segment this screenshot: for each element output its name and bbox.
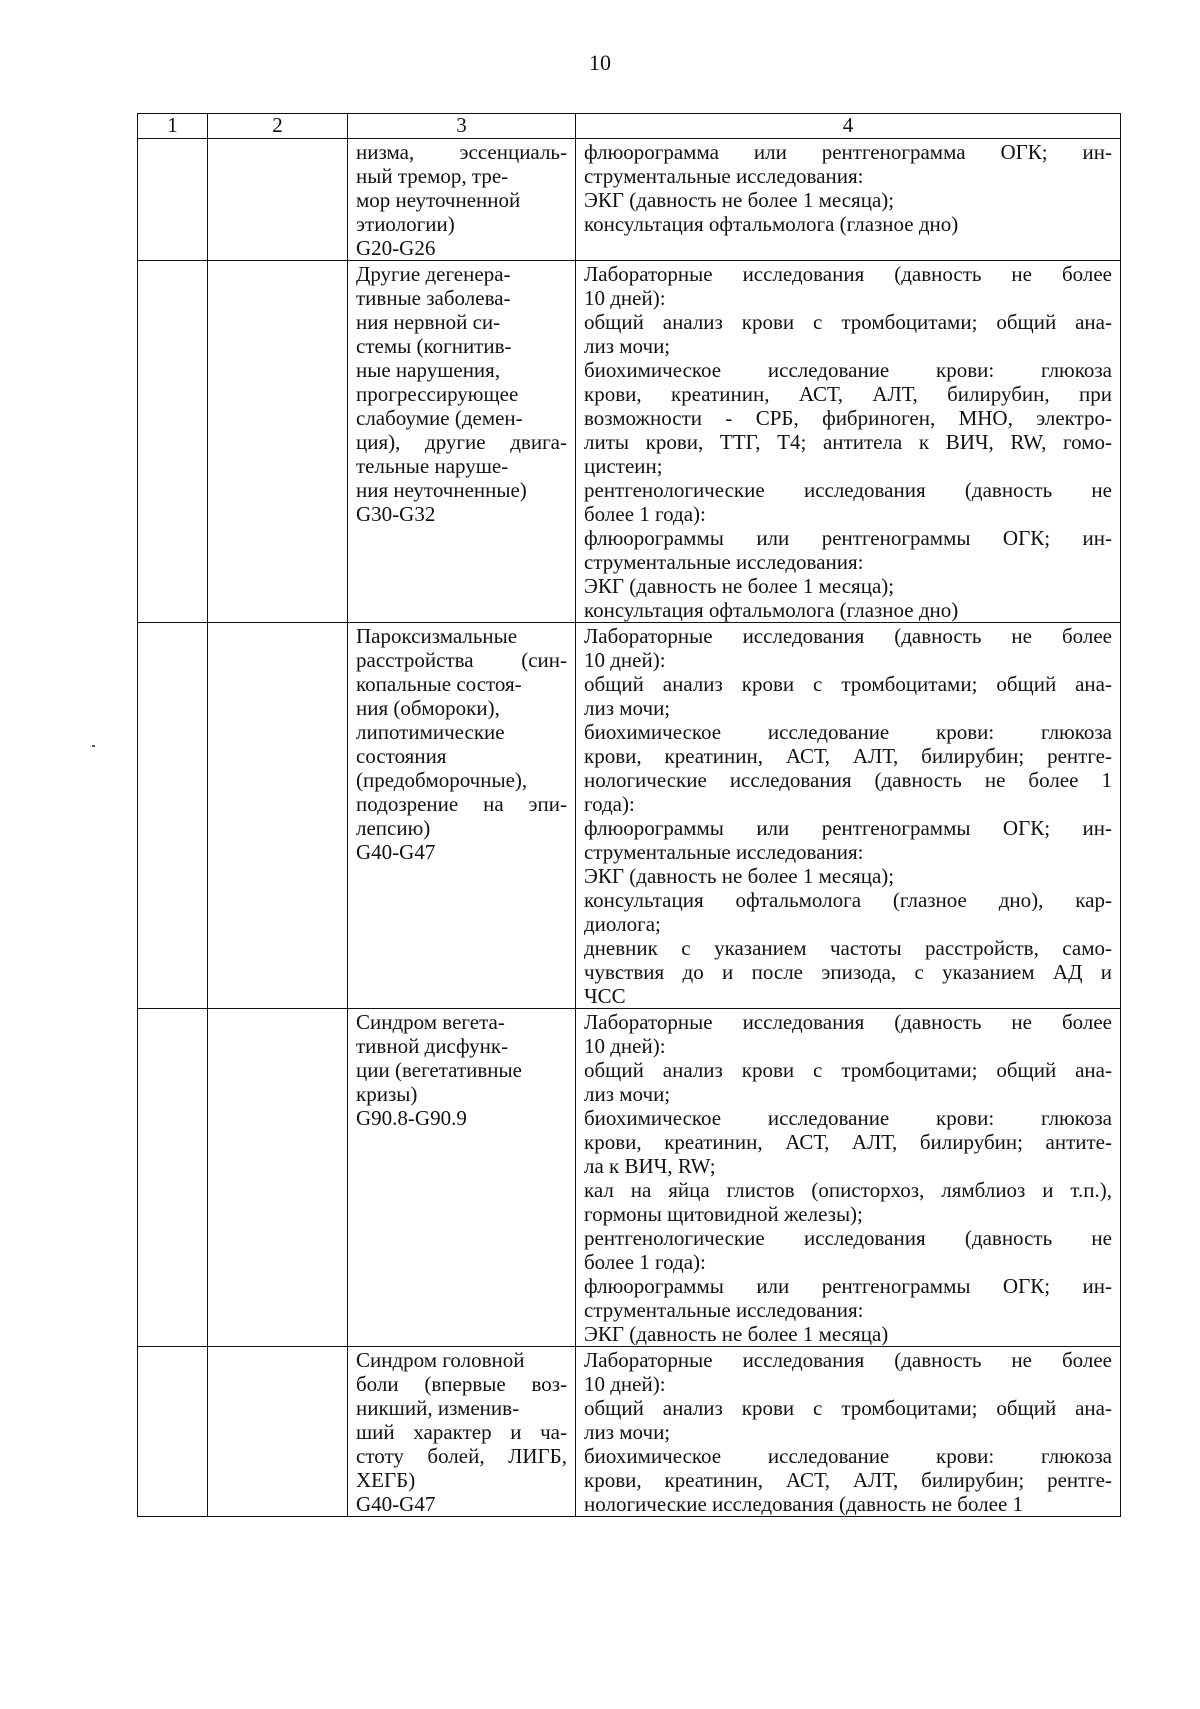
table-row: [138, 1347, 1121, 1517]
examination-line: диолога;: [584, 912, 661, 936]
examination-line: общий анализ крови с тромбоцитами; общий ана-: [584, 1058, 1112, 1082]
diagnosis-line: Пароксизмальные: [356, 624, 518, 648]
examination-line: возможности - СРБ, фибриноген, МНО, электро-: [584, 406, 1112, 430]
examination-line: крови, креатинин, АСТ, АЛТ, билирубин; рентге-: [584, 744, 1112, 768]
examination-line: флюорограммы или рентгенограммы ОГК; ин-: [584, 1274, 1112, 1298]
examination-line: литы крови, ТТГ, Т4; антитела к ВИЧ, RW, гомо-: [584, 430, 1112, 454]
cell-col-2: [208, 1347, 348, 1517]
examination-line: ЭКГ (давность не более 1 месяца);: [584, 574, 895, 598]
diagnosis-line: никший, изменив-: [356, 1396, 520, 1420]
examination-line: 10 дней):: [584, 648, 666, 672]
examination-line: биохимическое исследование крови: глюкоза: [584, 1444, 1112, 1468]
examination-line: ла к ВИЧ, RW;: [584, 1154, 716, 1178]
examination-line: биохимическое исследование крови: глюкоза: [584, 1106, 1112, 1130]
examination-line: общий анализ крови с тромбоцитами; общий ана-: [584, 1396, 1112, 1420]
examination-line: рентгенологические исследования (давность не: [584, 478, 1112, 502]
header-col-3: 3: [348, 114, 576, 139]
diagnosis-line: ция), другие двига-: [356, 430, 567, 454]
diagnosis-line: боли (впервые воз-: [356, 1372, 567, 1396]
cell-diagnosis: [348, 261, 576, 623]
examination-line: нологические исследования (давность не более 1: [584, 1492, 1024, 1516]
cell-diagnosis: [348, 1009, 576, 1347]
examination-line: крови, креатинин, АСТ, АЛТ, билирубин, при: [584, 382, 1112, 406]
examination-line: биохимическое исследование крови: глюкоза: [584, 358, 1112, 382]
page-number: 10: [589, 50, 611, 75]
diagnosis-line: ший характер и ча-: [356, 1420, 567, 1444]
diagnosis-line: подозрение на эпи-: [356, 792, 567, 816]
cell-col-1: [138, 139, 208, 261]
diagnosis-line: Другие дегенера-: [356, 262, 511, 286]
examination-line: струментальные исследования:: [584, 840, 864, 864]
diagnosis-line: Синдром вегета-: [356, 1010, 505, 1034]
examination-line: биохимическое исследование крови: глюкоза: [584, 720, 1112, 744]
cell-examinations: [576, 623, 1121, 1009]
cell-col-1: [138, 623, 208, 1009]
table-row: [138, 139, 1121, 261]
examination-line: флюорограммы или рентгенограммы ОГК; ин-: [584, 526, 1112, 550]
diagnosis-line: копальные состоя-: [356, 672, 522, 696]
cell-examinations: [576, 139, 1121, 261]
examination-line: лиз мочи;: [584, 1082, 671, 1106]
examination-line: Лабораторные исследования (давность не более: [584, 262, 1112, 286]
examination-line: лиз мочи;: [584, 696, 671, 720]
table-row: [138, 261, 1121, 623]
examination-line: ЭКГ (давность не более 1 месяца);: [584, 188, 895, 212]
examination-line: струментальные исследования:: [584, 1298, 864, 1322]
cell-col-2: [208, 1009, 348, 1347]
diagnosis-line: ные нарушения,: [356, 358, 501, 382]
diagnosis-line: тивные заболева-: [356, 286, 511, 310]
examination-line: консультация офтальмолога (глазное дно): [584, 598, 959, 622]
examination-line: лиз мочи;: [584, 1420, 671, 1444]
header-row: [138, 114, 1121, 139]
table-row: [138, 623, 1121, 1009]
diagnosis-line: стоту болей, ЛИГБ,: [356, 1444, 567, 1468]
diagnosis-line: G20-G26: [356, 236, 436, 260]
examination-line: общий анализ крови с тромбоцитами; общий ана-: [584, 672, 1112, 696]
diagnosis-line: тельные наруше-: [356, 454, 509, 478]
diagnosis-line: ции (вегетативные: [356, 1058, 522, 1082]
examination-line: струментальные исследования:: [584, 550, 864, 574]
header-col-1: 1: [138, 114, 208, 139]
examination-line: ЧСС: [584, 984, 626, 1008]
diagnosis-line: кризы): [356, 1082, 418, 1106]
examination-line: консультация офтальмолога (глазное дно): [584, 212, 959, 236]
examination-line: нологические исследования (давность не более 1: [584, 768, 1112, 792]
examination-line: чувствия до и после эпизода, с указанием АД и: [584, 960, 1112, 984]
cell-examinations: [576, 1347, 1121, 1517]
examination-line: консультация офтальмолога (глазное дно), кар-: [584, 888, 1112, 912]
examination-line: ЭКГ (давность не более 1 месяца): [584, 1322, 889, 1346]
examination-line: рентгенологические исследования (давность не: [584, 1226, 1112, 1250]
diagnosis-line: лепсию): [356, 816, 431, 840]
cell-col-1: [138, 1009, 208, 1347]
cell-examinations: [576, 1009, 1121, 1347]
diagnosis-line: расстройства (син-: [356, 648, 567, 672]
examination-line: флюорограммы или рентгенограммы ОГК; ин-: [584, 816, 1112, 840]
header-col-2: 2: [208, 114, 348, 139]
diagnosis-line: слабоумие (демен-: [356, 406, 523, 430]
diagnosis-line: прогрессирующее: [356, 382, 519, 406]
diagnosis-line: этиологии): [356, 212, 455, 236]
examination-line: дневник с указанием частоты расстройств, само-: [584, 936, 1112, 960]
diagnosis-line: мор неуточненной: [356, 188, 521, 212]
examination-line: более 1 года):: [584, 502, 706, 526]
examination-line: флюорограмма или рентгенограмма ОГК; ин-: [584, 140, 1112, 164]
cell-col-2: [208, 623, 348, 1009]
header-col-4: 4: [576, 114, 1121, 139]
examination-line: гормоны щитовидной железы);: [584, 1202, 863, 1226]
cell-examinations: [576, 261, 1121, 623]
diagnosis-line: ХЕГБ): [356, 1468, 416, 1492]
cell-col-2: [208, 261, 348, 623]
margin-mark: [92, 745, 95, 747]
diagnosis-line: ния неуточненные): [356, 478, 527, 502]
diagnosis-line: (предобморочные),: [356, 768, 528, 792]
diagnosis-line: ный тремор, тре-: [356, 164, 509, 188]
cell-diagnosis: [348, 1347, 576, 1517]
requirements-table: [137, 113, 1121, 1517]
examination-line: крови, креатинин, АСТ, АЛТ, билирубин; антите-: [584, 1130, 1112, 1154]
diagnosis-line: состояния: [356, 744, 447, 768]
diagnosis-line: G30-G32: [356, 502, 436, 526]
cell-col-2: [208, 139, 348, 261]
cell-diagnosis: [348, 623, 576, 1009]
diagnosis-line: низма, эссенциаль-: [356, 140, 567, 164]
diagnosis-line: G40-G47: [356, 1492, 436, 1516]
table-row: [138, 1009, 1121, 1347]
examination-line: более 1 года):: [584, 1250, 706, 1274]
cell-col-1: [138, 261, 208, 623]
diagnosis-line: Синдром головной: [356, 1348, 525, 1372]
examination-line: Лабораторные исследования (давность не более: [584, 624, 1112, 648]
examination-line: Лабораторные исследования (давность не более: [584, 1348, 1112, 1372]
table-body: [138, 139, 1121, 1517]
diagnosis-line: стемы (когнитив-: [356, 334, 512, 358]
examination-line: общий анализ крови с тромбоцитами; общий ана-: [584, 310, 1112, 334]
diagnosis-line: липотимические: [356, 720, 505, 744]
examination-line: года):: [584, 792, 635, 816]
examination-line: крови, креатинин, АСТ, АЛТ, билирубин; рентге-: [584, 1468, 1112, 1492]
examination-line: 10 дней):: [584, 1372, 666, 1396]
examination-line: лиз мочи;: [584, 334, 671, 358]
examination-line: струментальные исследования:: [584, 164, 864, 188]
examination-line: цистеин;: [584, 454, 663, 478]
examination-line: 10 дней):: [584, 1034, 666, 1058]
cell-diagnosis: [348, 139, 576, 261]
examination-line: кал на яйца глистов (описторхоз, лямблиоз и т.п.),: [584, 1178, 1112, 1202]
cell-col-1: [138, 1347, 208, 1517]
examination-line: 10 дней):: [584, 286, 666, 310]
diagnosis-line: G40-G47: [356, 840, 436, 864]
examination-line: Лабораторные исследования (давность не более: [584, 1010, 1112, 1034]
diagnosis-line: G90.8-G90.9: [356, 1106, 467, 1130]
diagnosis-line: тивной дисфунк-: [356, 1034, 509, 1058]
examination-line: ЭКГ (давность не более 1 месяца);: [584, 864, 895, 888]
diagnosis-line: ния нервной си-: [356, 310, 501, 334]
diagnosis-line: ния (обмороки),: [356, 696, 500, 720]
